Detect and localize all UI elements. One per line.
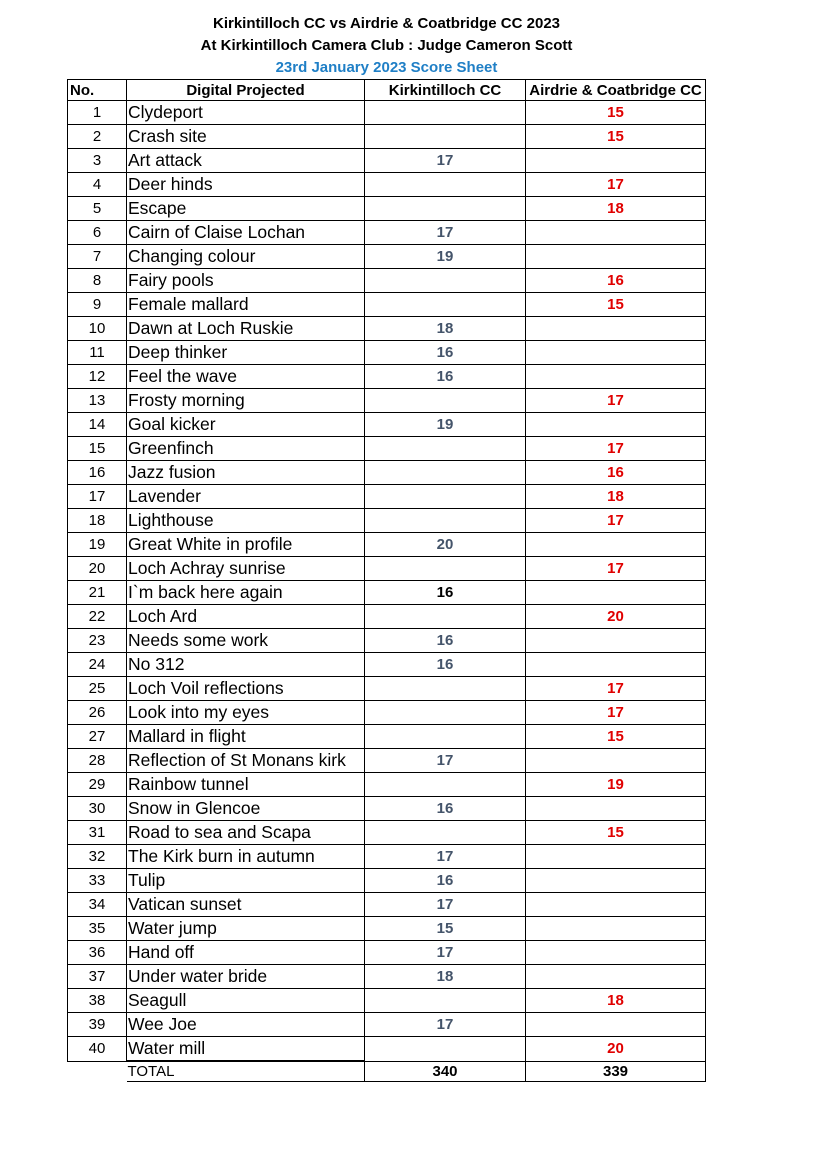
- row-number: 11: [68, 341, 127, 365]
- row-number: 31: [68, 821, 127, 845]
- row-airdrie-score: [526, 149, 706, 173]
- row-kirkintilloch-score: 15: [365, 917, 526, 941]
- row-airdrie-score: [526, 893, 706, 917]
- row-title: Rainbow tunnel: [127, 773, 365, 797]
- row-title: The Kirk burn in autumn: [127, 845, 365, 869]
- table-row: [68, 317, 706, 341]
- row-kirkintilloch-score: [365, 989, 526, 1013]
- row-airdrie-score: [526, 965, 706, 989]
- row-number: 36: [68, 941, 127, 965]
- row-airdrie-score: [526, 845, 706, 869]
- row-kirkintilloch-score: [365, 437, 526, 461]
- row-airdrie-score: 17: [526, 389, 706, 413]
- row-kirkintilloch-score: 16: [365, 797, 526, 821]
- row-kirkintilloch-score: [365, 677, 526, 701]
- row-title: Deer hinds: [127, 173, 365, 197]
- row-kirkintilloch-score: 16: [365, 581, 526, 605]
- row-kirkintilloch-score: 16: [365, 629, 526, 653]
- row-kirkintilloch-score: 18: [365, 965, 526, 989]
- total-blank-cell: [68, 1061, 127, 1082]
- row-number: 32: [68, 845, 127, 869]
- table-row: [68, 965, 706, 989]
- column-header-title: Digital Projected: [127, 80, 365, 101]
- row-title: Deep thinker: [127, 341, 365, 365]
- table-header-row: [68, 80, 706, 101]
- row-number: 33: [68, 869, 127, 893]
- row-kirkintilloch-score: 17: [365, 149, 526, 173]
- score-table: [67, 79, 706, 1082]
- row-number: 29: [68, 773, 127, 797]
- row-number: 30: [68, 797, 127, 821]
- row-number: 23: [68, 629, 127, 653]
- row-number: 14: [68, 413, 127, 437]
- row-title: Feel the wave: [127, 365, 365, 389]
- row-title: Seagull: [127, 989, 365, 1013]
- row-airdrie-score: 17: [526, 677, 706, 701]
- table-row: [68, 365, 706, 389]
- row-number: 35: [68, 917, 127, 941]
- row-title: Dawn at Loch Ruskie: [127, 317, 365, 341]
- row-kirkintilloch-score: 16: [365, 869, 526, 893]
- table-row: [68, 221, 706, 245]
- row-airdrie-score: 17: [526, 557, 706, 581]
- row-airdrie-score: 15: [526, 725, 706, 749]
- column-header-airdrie: Airdrie & Coatbridge CC: [526, 80, 706, 101]
- row-title: Loch Voil reflections: [127, 677, 365, 701]
- row-number: 7: [68, 245, 127, 269]
- row-title: Under water bride: [127, 965, 365, 989]
- table-row: [68, 797, 706, 821]
- row-airdrie-score: 15: [526, 293, 706, 317]
- row-airdrie-score: 19: [526, 773, 706, 797]
- row-title: Crash site: [127, 125, 365, 149]
- row-airdrie-score: [526, 245, 706, 269]
- row-airdrie-score: 17: [526, 509, 706, 533]
- row-number: 5: [68, 197, 127, 221]
- row-title: Lighthouse: [127, 509, 365, 533]
- row-kirkintilloch-score: 17: [365, 893, 526, 917]
- row-title: Water mill: [127, 1037, 365, 1062]
- row-airdrie-score: 16: [526, 461, 706, 485]
- row-title: Hand off: [127, 941, 365, 965]
- row-airdrie-score: 15: [526, 821, 706, 845]
- row-title: Goal kicker: [127, 413, 365, 437]
- row-number: 16: [68, 461, 127, 485]
- sheet-date-line: 23rd January 2023 Score Sheet: [275, 59, 498, 76]
- row-airdrie-score: [526, 581, 706, 605]
- row-title: Water jump: [127, 917, 365, 941]
- row-kirkintilloch-score: 17: [365, 749, 526, 773]
- row-title: Jazz fusion: [127, 461, 365, 485]
- row-kirkintilloch-score: 19: [365, 245, 526, 269]
- row-number: 18: [68, 509, 127, 533]
- row-number: 22: [68, 605, 127, 629]
- row-kirkintilloch-score: [365, 821, 526, 845]
- row-kirkintilloch-score: 16: [365, 365, 526, 389]
- row-kirkintilloch-score: [365, 461, 526, 485]
- row-title: Reflection of St Monans kirk: [127, 749, 365, 773]
- row-title: Loch Ard: [127, 605, 365, 629]
- table-row: [68, 197, 706, 221]
- table-row: [68, 893, 706, 917]
- row-airdrie-score: [526, 797, 706, 821]
- table-row: [68, 941, 706, 965]
- row-title: Wee Joe: [127, 1013, 365, 1037]
- row-kirkintilloch-score: 16: [365, 341, 526, 365]
- row-number: 27: [68, 725, 127, 749]
- table-row: [68, 389, 706, 413]
- row-number: 6: [68, 221, 127, 245]
- table-row: [68, 845, 706, 869]
- row-kirkintilloch-score: [365, 125, 526, 149]
- row-number: 38: [68, 989, 127, 1013]
- total-row: [68, 1061, 706, 1082]
- table-row: [68, 341, 706, 365]
- table-row: [68, 173, 706, 197]
- row-kirkintilloch-score: [365, 725, 526, 749]
- table-row: [68, 821, 706, 845]
- row-number: 12: [68, 365, 127, 389]
- row-number: 40: [68, 1037, 127, 1062]
- table-row: [68, 701, 706, 725]
- row-number: 4: [68, 173, 127, 197]
- row-airdrie-score: [526, 413, 706, 437]
- table-row: [68, 533, 706, 557]
- row-kirkintilloch-score: 17: [365, 221, 526, 245]
- row-kirkintilloch-score: [365, 1037, 526, 1062]
- row-title: Needs some work: [127, 629, 365, 653]
- table-row: [68, 125, 706, 149]
- row-number: 37: [68, 965, 127, 989]
- row-number: 20: [68, 557, 127, 581]
- table-row: [68, 485, 706, 509]
- row-title: Tulip: [127, 869, 365, 893]
- row-title: Vatican sunset: [127, 893, 365, 917]
- table-row: [68, 653, 706, 677]
- total-airdrie: 339: [526, 1061, 706, 1082]
- row-kirkintilloch-score: [365, 269, 526, 293]
- total-label: TOTAL: [127, 1061, 365, 1082]
- total-kirkintilloch: 340: [365, 1061, 526, 1082]
- table-row: [68, 509, 706, 533]
- column-header-kirkintilloch: Kirkintilloch CC: [365, 80, 526, 101]
- row-kirkintilloch-score: [365, 389, 526, 413]
- row-airdrie-score: 17: [526, 701, 706, 725]
- table-row: [68, 557, 706, 581]
- row-kirkintilloch-score: 17: [365, 845, 526, 869]
- table-row: [68, 437, 706, 461]
- row-airdrie-score: [526, 1013, 706, 1037]
- row-kirkintilloch-score: 16: [365, 653, 526, 677]
- row-kirkintilloch-score: 18: [365, 317, 526, 341]
- row-number: 8: [68, 269, 127, 293]
- row-kirkintilloch-score: 20: [365, 533, 526, 557]
- table-row: [68, 245, 706, 269]
- row-number: 28: [68, 749, 127, 773]
- table-row: [68, 917, 706, 941]
- row-kirkintilloch-score: [365, 485, 526, 509]
- table-row: [68, 581, 706, 605]
- table-row: [68, 149, 706, 173]
- row-airdrie-score: [526, 365, 706, 389]
- row-number: 21: [68, 581, 127, 605]
- row-number: 13: [68, 389, 127, 413]
- table-row: [68, 629, 706, 653]
- table-row: [68, 677, 706, 701]
- row-number: 10: [68, 317, 127, 341]
- table-row: [68, 269, 706, 293]
- row-airdrie-score: 18: [526, 989, 706, 1013]
- row-airdrie-score: 20: [526, 605, 706, 629]
- row-kirkintilloch-score: 19: [365, 413, 526, 437]
- row-title: Frosty morning: [127, 389, 365, 413]
- row-kirkintilloch-score: [365, 557, 526, 581]
- row-title: Changing colour: [127, 245, 365, 269]
- row-number: 25: [68, 677, 127, 701]
- row-number: 17: [68, 485, 127, 509]
- row-title: Look into my eyes: [127, 701, 365, 725]
- row-title: Mallard in flight: [127, 725, 365, 749]
- row-kirkintilloch-score: [365, 173, 526, 197]
- row-title: Road to sea and Scapa: [127, 821, 365, 845]
- row-title: Art attack: [127, 149, 365, 173]
- row-airdrie-score: [526, 653, 706, 677]
- column-header-no: No.: [68, 80, 127, 101]
- row-airdrie-score: 15: [526, 101, 706, 125]
- table-row: [68, 725, 706, 749]
- row-airdrie-score: [526, 317, 706, 341]
- table-row: [68, 605, 706, 629]
- row-kirkintilloch-score: [365, 293, 526, 317]
- row-number: 19: [68, 533, 127, 557]
- row-kirkintilloch-score: 17: [365, 941, 526, 965]
- row-airdrie-score: [526, 941, 706, 965]
- row-number: 15: [68, 437, 127, 461]
- sheet-subtitle: At Kirkintilloch Camera Club : Judge Cameron Scott: [200, 37, 573, 54]
- row-airdrie-score: [526, 629, 706, 653]
- row-airdrie-score: 16: [526, 269, 706, 293]
- row-title: Cairn of Claise Lochan: [127, 221, 365, 245]
- row-title: Escape: [127, 197, 365, 221]
- row-number: 3: [68, 149, 127, 173]
- row-kirkintilloch-score: [365, 509, 526, 533]
- row-airdrie-score: 17: [526, 173, 706, 197]
- row-title: I`m back here again: [127, 581, 365, 605]
- row-number: 24: [68, 653, 127, 677]
- table-row: [68, 461, 706, 485]
- row-airdrie-score: [526, 869, 706, 893]
- row-airdrie-score: [526, 749, 706, 773]
- row-title: Loch Achray sunrise: [127, 557, 365, 581]
- row-airdrie-score: [526, 221, 706, 245]
- row-title: No 312: [127, 653, 365, 677]
- table-row: [68, 1037, 706, 1062]
- row-number: 9: [68, 293, 127, 317]
- row-airdrie-score: 18: [526, 197, 706, 221]
- row-kirkintilloch-score: [365, 605, 526, 629]
- table-row: [68, 749, 706, 773]
- sheet-title: Kirkintilloch CC vs Airdrie & Coatbridge CC 2023: [212, 15, 561, 32]
- row-title: Great White in profile: [127, 533, 365, 557]
- row-airdrie-score: 18: [526, 485, 706, 509]
- row-title: Snow in Glencoe: [127, 797, 365, 821]
- row-kirkintilloch-score: 17: [365, 1013, 526, 1037]
- row-title: Lavender: [127, 485, 365, 509]
- row-kirkintilloch-score: [365, 101, 526, 125]
- row-number: 39: [68, 1013, 127, 1037]
- table-row: [68, 869, 706, 893]
- row-airdrie-score: 20: [526, 1037, 706, 1062]
- table-row: [68, 293, 706, 317]
- row-kirkintilloch-score: [365, 701, 526, 725]
- row-airdrie-score: 15: [526, 125, 706, 149]
- row-kirkintilloch-score: [365, 773, 526, 797]
- row-title: Greenfinch: [127, 437, 365, 461]
- row-number: 34: [68, 893, 127, 917]
- table-row: [68, 101, 706, 125]
- table-row: [68, 413, 706, 437]
- row-title: Female mallard: [127, 293, 365, 317]
- row-airdrie-score: 17: [526, 437, 706, 461]
- table-row: [68, 1013, 706, 1037]
- table-row: [68, 989, 706, 1013]
- row-airdrie-score: [526, 917, 706, 941]
- table-row: [68, 773, 706, 797]
- row-title: Clydeport: [127, 101, 365, 125]
- row-number: 26: [68, 701, 127, 725]
- row-title: Fairy pools: [127, 269, 365, 293]
- row-airdrie-score: [526, 341, 706, 365]
- row-number: 1: [68, 101, 127, 125]
- row-airdrie-score: [526, 533, 706, 557]
- row-number: 2: [68, 125, 127, 149]
- row-kirkintilloch-score: [365, 197, 526, 221]
